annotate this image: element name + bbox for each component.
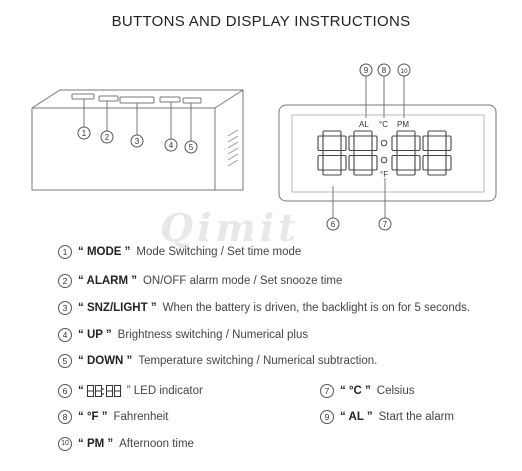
callout-4 xyxy=(165,139,177,151)
led-digits xyxy=(318,131,451,175)
colon-dot-2 xyxy=(381,157,387,163)
instruction-row xyxy=(58,274,342,288)
svg-text:8: 8 xyxy=(381,66,387,75)
celsius-label: °C xyxy=(379,120,388,129)
instruction-description: Start the alarm xyxy=(378,411,455,423)
callout-1 xyxy=(78,127,90,139)
page-title: BUTTONS AND DISPLAY INSTRUCTIONS xyxy=(111,13,411,30)
instruction-key: “ xyxy=(78,385,84,397)
callout-3 xyxy=(131,135,143,147)
instruction-number: 1 xyxy=(58,245,72,259)
instruction-row xyxy=(58,410,169,424)
instruction-description: Afternoon time xyxy=(119,438,194,450)
digit-3 xyxy=(392,131,420,175)
instruction-row xyxy=(58,328,308,342)
callout-10 xyxy=(398,64,410,76)
pm-label: PM xyxy=(397,120,409,129)
callout-2 xyxy=(101,131,113,143)
instruction-description: Celsius xyxy=(376,385,415,397)
instruction-number: 10 xyxy=(58,437,72,451)
callout-5 xyxy=(185,141,197,153)
instruction-key: “ AL ” xyxy=(340,411,373,423)
instruction-key: “ UP ” xyxy=(78,329,112,341)
svg-text:10: 10 xyxy=(400,68,408,75)
instruction-row xyxy=(320,384,415,398)
mini-led-icon xyxy=(87,385,121,397)
instruction-number: 3 xyxy=(58,301,72,315)
instruction-description: When the battery is driven, the backlight is on for 5 seconds. xyxy=(162,302,471,314)
digit-4 xyxy=(423,131,451,175)
instruction-row xyxy=(58,437,194,451)
callout-8 xyxy=(378,64,390,76)
instruction-number: 8 xyxy=(58,410,72,424)
instruction-row xyxy=(58,301,470,315)
instruction-description: Temperature switching / Numerical subtraction. xyxy=(138,355,378,367)
colon-dot-1 xyxy=(381,140,387,146)
callout-6 xyxy=(327,218,339,230)
instruction-number: 5 xyxy=(58,354,72,368)
instruction-number: 4 xyxy=(58,328,72,342)
svg-text:1: 1 xyxy=(81,129,87,138)
svg-text:6: 6 xyxy=(330,220,336,229)
instruction-description: ” LED indicator xyxy=(126,385,203,397)
instruction-key: “ DOWN ” xyxy=(78,355,133,367)
instruction-number: 9 xyxy=(320,410,334,424)
instruction-key: “ SNZ/LIGHT ” xyxy=(78,302,157,314)
instruction-description: Fahrenheit xyxy=(113,411,169,423)
svg-text:7: 7 xyxy=(382,220,388,229)
instruction-description: ON/OFF alarm mode / Set snooze time xyxy=(142,275,343,287)
instruction-row xyxy=(58,384,203,398)
instruction-number: 6 xyxy=(58,384,72,398)
callout-7 xyxy=(379,218,391,230)
svg-text:3: 3 xyxy=(134,137,140,146)
fahrenheit-label: °F xyxy=(380,170,389,179)
instruction-number: 7 xyxy=(320,384,334,398)
svg-text:9: 9 xyxy=(363,66,369,75)
instruction-row xyxy=(58,245,301,259)
al-label: AL xyxy=(359,120,369,129)
svg-text:4: 4 xyxy=(168,141,174,150)
instruction-key: “ ALARM ” xyxy=(78,275,137,287)
instruction-number: 2 xyxy=(58,274,72,288)
instruction-key: “ MODE ” xyxy=(78,246,131,258)
instruction-key: “ PM ” xyxy=(78,438,114,450)
digit-1 xyxy=(318,131,346,175)
instruction-key: “ °F ” xyxy=(78,411,108,423)
svg-text:2: 2 xyxy=(104,133,110,142)
instruction-description: Mode Switching / Set time mode xyxy=(136,246,302,258)
instruction-row xyxy=(58,354,377,368)
instruction-key: “ °C ” xyxy=(340,385,371,397)
callout-9 xyxy=(360,64,372,76)
svg-text:5: 5 xyxy=(188,143,194,152)
watermark: Qimit xyxy=(160,205,300,250)
digit-2 xyxy=(349,131,377,175)
instruction-row xyxy=(320,410,454,424)
instruction-description: Brightness switching / Numerical plus xyxy=(117,329,309,341)
